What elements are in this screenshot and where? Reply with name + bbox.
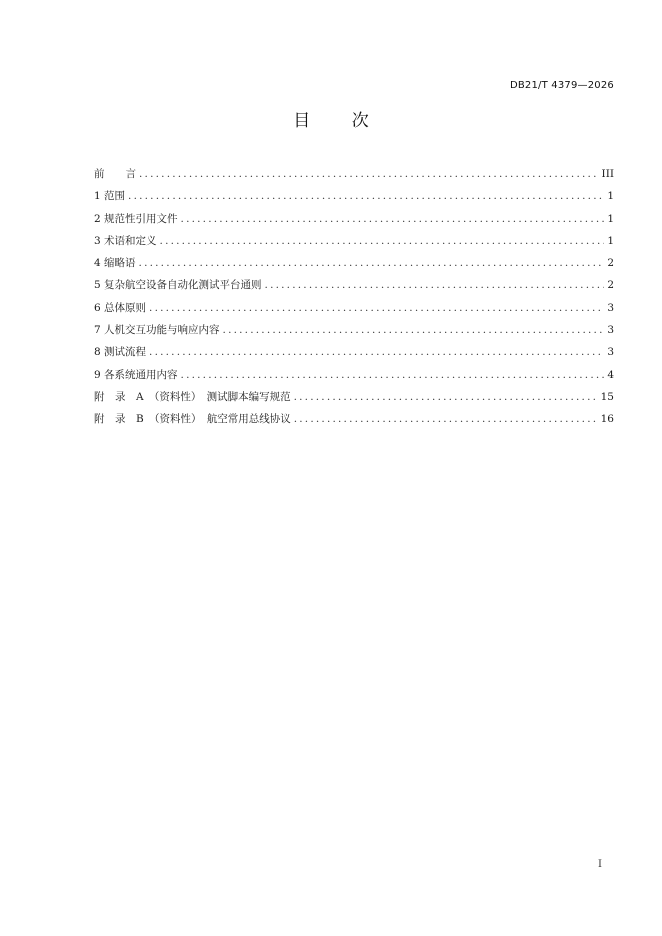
toc-dot-leader xyxy=(149,341,604,363)
toc-entry-label: 附 录 A （资料性） 测试脚本编写规范 xyxy=(94,390,291,403)
toc-entry-foreword[interactable] xyxy=(94,163,614,185)
toc-entry-page: 2 xyxy=(607,279,614,292)
toc-entry-label: 3 术语和定义 xyxy=(94,234,157,247)
toc-entry-page: 4 xyxy=(607,368,614,381)
toc-entry-label: 2 规范性引用文件 xyxy=(94,212,178,225)
toc-entry-page: 16 xyxy=(600,413,614,426)
toc-entry-page: 1 xyxy=(607,190,614,203)
toc-dot-leader xyxy=(181,364,605,386)
toc-entry-scope[interactable] xyxy=(94,185,614,207)
toc-entry-page: 2 xyxy=(607,257,614,270)
toc-dot-leader xyxy=(294,408,598,430)
toc-entry-page: 3 xyxy=(607,346,614,359)
toc-entry-label: 9 各系统通用内容 xyxy=(94,368,178,381)
toc-entry-label: 8 测试流程 xyxy=(94,346,147,359)
toc-entry-page: 1 xyxy=(607,234,614,247)
toc-dot-leader xyxy=(181,208,605,230)
page-number: I xyxy=(598,859,602,870)
toc-dot-leader xyxy=(160,230,605,252)
toc-entry-page: 15 xyxy=(600,390,614,403)
toc-entry-label: 7 人机交互功能与响应内容 xyxy=(94,324,220,337)
toc-entry-system-common-content[interactable] xyxy=(94,364,614,386)
toc-entry-appendix-b[interactable] xyxy=(94,408,614,430)
toc-entry-page: 3 xyxy=(607,324,614,337)
page-title: 目 次 xyxy=(293,111,387,131)
toc-dot-leader xyxy=(265,274,605,296)
toc-entry-abbreviations[interactable] xyxy=(94,252,614,274)
toc-entry-terms-definitions[interactable] xyxy=(94,230,614,252)
toc-entry-label: 附 录 B （资料性） 航空常用总线协议 xyxy=(94,413,291,426)
toc-dot-leader xyxy=(139,163,599,185)
toc-entry-normative-references[interactable] xyxy=(94,208,614,230)
toc-entry-label: 1 范围 xyxy=(94,190,126,203)
toc-entry-label: 4 缩略语 xyxy=(94,257,136,270)
toc-dot-leader xyxy=(223,319,605,341)
toc-dot-leader xyxy=(294,386,598,408)
toc-entry-label: 5 复杂航空设备自动化测试平台通则 xyxy=(94,279,262,292)
toc-entry-hmi-functions[interactable] xyxy=(94,319,614,341)
toc-entry-page: 1 xyxy=(607,212,614,225)
document-code: DB21/T 4379—2026 xyxy=(509,80,614,91)
toc-entry-label: 前 言 xyxy=(94,168,136,180)
toc-entry-label: 6 总体原则 xyxy=(94,301,147,314)
toc-dot-leader xyxy=(149,297,604,319)
toc-entry-platform-general-rules[interactable] xyxy=(94,274,614,296)
toc-entry-page: III xyxy=(601,168,614,180)
toc-entry-general-principles[interactable] xyxy=(94,297,614,319)
toc-entry-appendix-a[interactable] xyxy=(94,386,614,408)
toc-dot-leader xyxy=(139,252,605,274)
toc-entry-page: 3 xyxy=(607,301,614,314)
toc-dot-leader xyxy=(128,185,604,207)
toc-entry-test-process[interactable] xyxy=(94,341,614,363)
table-of-contents xyxy=(94,163,614,431)
